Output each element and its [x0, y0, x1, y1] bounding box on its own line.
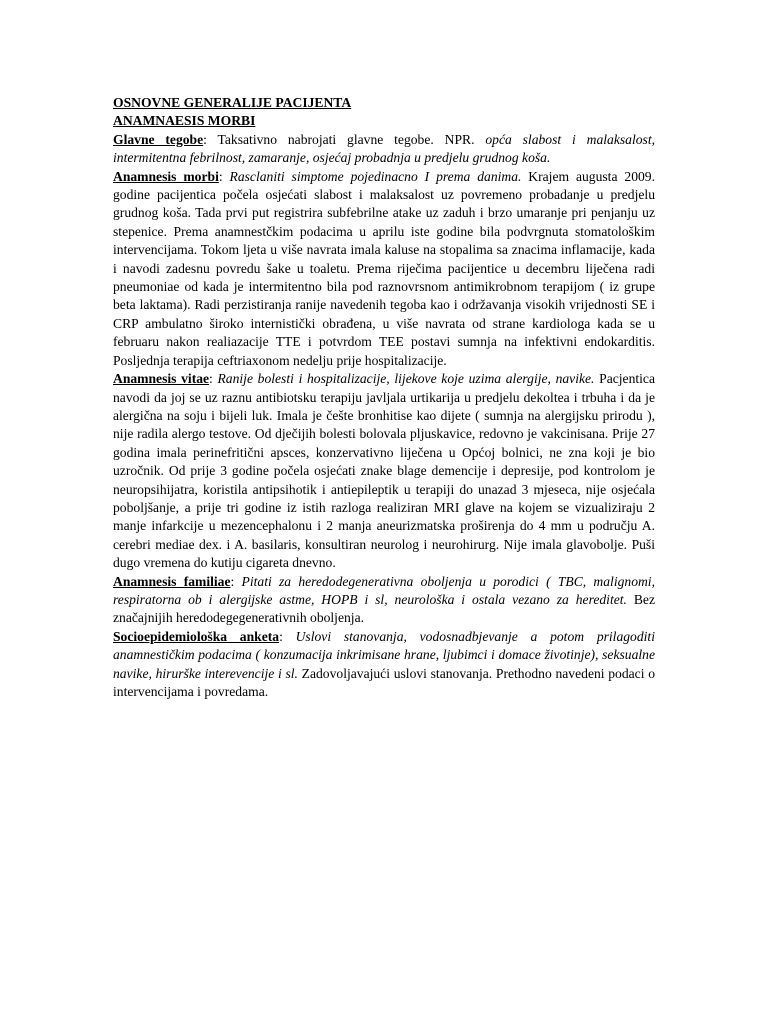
text-socioepidemioloska-body: Zadovoljavajući uslovi stanovanja. Prethodno navedeni podaci o intervencijama i povredama.: [113, 665, 655, 699]
text-anamnesis-vitae-body: Pacjentica navodi da joj se uz raznu antibiotsku terapiju javljala urtikarija u predjelu dekoltea i trbuha i da je alergična na soju i bijeli luk. Imala je češte bronhitise kao dijete ( sumnja na alergijsku prirodu ), nije radila alergo testove. Od dječijih bolesti bolovala pljuskavice, redovno je vakcinisana. Prije 27 godina imala perinefritični apsces, konzervativno liječena u Općoj bolnici, ne zna koji je bio uzročnik. Od prije 3 godine počela osjećati znake blage demencije i depresije, pod kontrolom je neuropsihijatra, koristila antipsihotik i antiepileptik u terapiji do unazad 3 mjeseca, nije osjećala poboljšanje, a prije tri godine iz istih razloga realiziran MRI glave na kojem se vizualiziraju 2 manje infarkcije u mezencephalonu i 2 manja aneurizmatska proširenja do 4 mm u području A. cerebri mediae dex. i A. basilaris, konsultiran neurolog i neurohirurg. Nije imala glavobolje. Puši dugo vremena do kutiju cigareta dnevno.: [113, 371, 655, 571]
label-glavne-tegobe: Glavne tegobe: [113, 131, 204, 147]
document-title: OSNOVNE GENERALIJE PACIJENTA: [113, 95, 352, 110]
instruction-socioepidemioloska-anketa: Uslovi stanovanja, vodosnadbjevanje a potom prilagoditi anamnestičkim podacima ( konzumacija inkrimisane hrane, ljubimci i domace životinje), seksualne navike, hirurške interevencije i sl.: [113, 628, 655, 681]
document-body: [113, 94, 655, 701]
instruction-anamnesis-familiae: Pitati za heredodegenerativna obolјenja u porodici ( TBC, malignomi, respiratorna ob i alergijske astme, HOPB i sl, neurološka i ostala vezano za hereditet.: [113, 573, 655, 607]
text-glavne-tegobe-intro: : Taksativno nabrojati glavne tegobe. NPR.: [203, 131, 486, 147]
paragraph-anamnesis-familiae: [113, 573, 655, 628]
text-anamnesis-morbi-body: Krajem augusta 2009. godine pacijentica počela osjećati slabost i malaksalost uz povremeno probadanje u predjelu grudnog koša. Tada prvi put registrira subfebrilne atake uz zaduh i brzo umaranje pri penjanju uz stepenice. Prema anamnestčkim podacima u aprilu iste godine bila podvrgnuta stomatološkim intervencijama. Tokom ljeta u više navrata imala kaluse na stopalima sa znacima inflamacije, kada i navodi zadesnu povredu šake u toaletu. Prema riječima pacijentice u decembru liječena radi pneumoniae od kada je intermitentno bila pod raznovrsnom antimikrobnom terapijom ( iz grupe beta laktama). Radi perzistiranja ranije navedenih tegoba kao i održavanja visokih vrijednosti SE i CRP ambulatno široko internistički obrađena, u više navrata od strane kardiologa kada se u februaru nakon realiazacije TTE i potvrdom TEE postavi sumnja na infektivni endokarditis. Posljednja terapija ceftriaxonom nedelju prije hospitalizacije.: [113, 168, 655, 368]
instruction-anamnesis-morbi: Rasclaniti simptome pojedinacno I prema danima.: [229, 168, 522, 184]
paragraph-anamnesis-vitae: [113, 370, 655, 572]
label-anamnesis-morbi: Anamnesis morbi: [113, 168, 219, 184]
label-socioepidemioloska-anketa: Socioepidemiološka anketa: [113, 628, 280, 644]
instruction-glavne-tegobe: opća slabost i malaksalost, intermitentna febrilnost, zamaranje, osjećaj probadnja u predjelu grudnog koša.: [113, 131, 655, 166]
label-anamnesis-vitae: Anamnesis vitae: [113, 371, 210, 387]
section-heading-anamnaesis-morbi: ANAMNAESIS MORBI: [113, 113, 256, 129]
text-anamnesis-familiae-body: Bez značajnijih heredodegegenerativnih oboljenja.: [113, 591, 655, 626]
text-anamnesis-familiae-sep: :: [230, 573, 242, 589]
text-anamnesis-vitae-sep: :: [209, 371, 218, 387]
paragraph-socioepidemioloska-anketa: [113, 628, 655, 702]
instruction-anamnesis-vitae: Ranije bolesti i hospitalizacije, lijekove koje uzima alergije, navike.: [217, 371, 595, 387]
label-anamnesis-familiae: Anamnesis familiae: [113, 573, 231, 589]
paragraph-glavne-tegobe: [113, 131, 655, 168]
paragraph-anamnesis-morbi: [113, 168, 655, 370]
text-anamnesis-morbi-sep: :: [218, 168, 230, 184]
text-socioepidemioloska-sep: :: [279, 628, 296, 644]
